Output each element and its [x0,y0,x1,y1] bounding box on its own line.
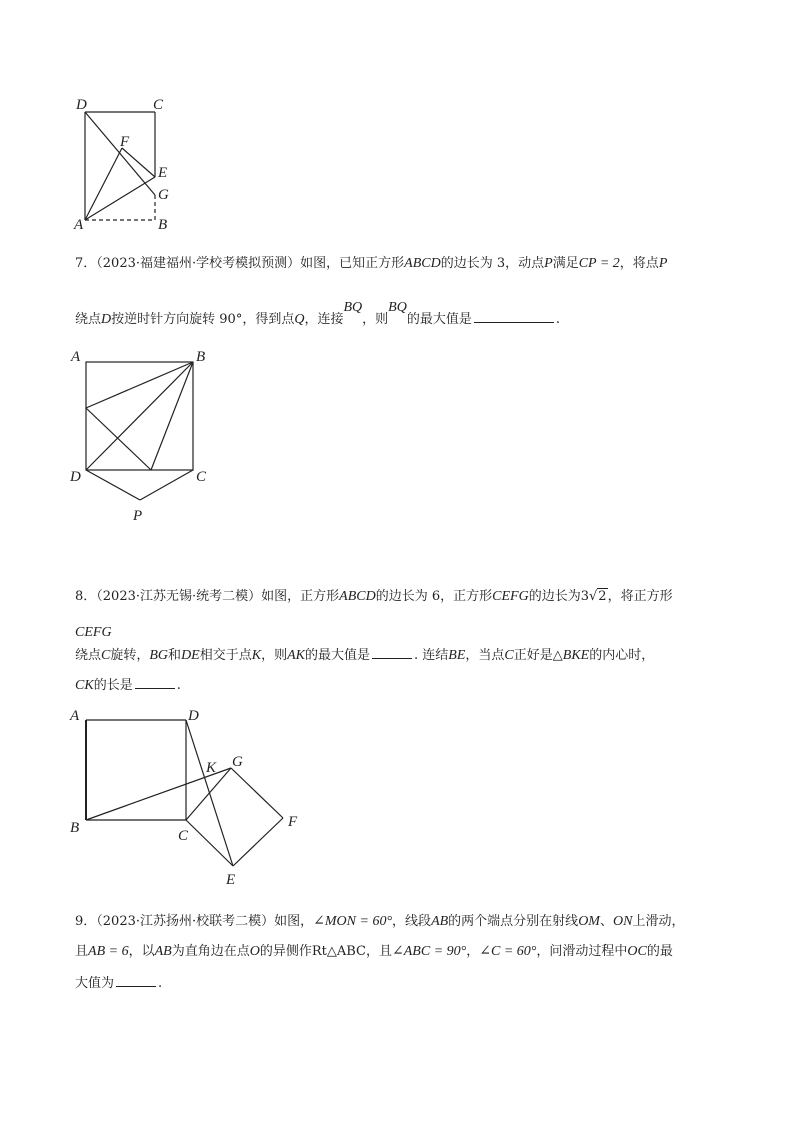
q7-bq: BQ [343,300,363,315]
q9-text: . [158,976,163,991]
label-E: E [226,872,236,888]
q9-text: 的最 [646,944,673,959]
q7-line-1 [75,254,667,274]
q9-oc: OC [627,944,647,959]
q8-cefg: CEFG [75,625,112,640]
q9-answer-blank[interactable] [116,974,156,987]
q7-point-p: P [544,256,553,271]
q7-source: （2023·福建福州·学校考模拟预测） [96,256,301,271]
label-C: C [153,97,164,113]
triangle-icon: △ [552,648,563,663]
q8-line-4 [75,676,181,696]
q8-text: 的边长为 6，正方形 [375,589,493,604]
q8-ck: CK [75,678,94,693]
q8-text: 旋转， [110,648,150,663]
label-A: A [71,349,81,365]
label-A: A [70,708,80,724]
label-F: F [120,134,130,150]
q9-ab: AB [431,914,449,929]
q7-condition: CP = 2 [578,256,620,271]
label-K: K [206,760,217,776]
q9-rt-triangle: Rt△ABC [311,944,366,959]
q9-angle-abc: ∠ABC = 90° [392,944,467,959]
q8-radicand: 2 [598,589,607,604]
q8-text: 相交于点 [199,648,252,663]
q7-point-d: D [101,312,112,327]
q9-text: 的两个端点分别在射线 [448,914,579,929]
q8-text: ，将正方形 [607,589,673,604]
q7-line-2 [75,300,560,330]
q9-text: ，且 [366,944,393,959]
figure-q8 [68,700,318,895]
q9-point-o: O [249,944,260,959]
label-C: C [178,828,189,844]
q8-bke: BKE [562,648,590,663]
q8-text: . [176,678,181,693]
q9-text: ，以 [128,944,155,959]
q9-text: ，线段 [392,914,432,929]
q9-line-3 [75,974,162,994]
q8-point-c: C [101,648,111,663]
q8-number: 8． [75,589,97,604]
q8-text: 的内心时， [589,648,655,663]
q9-text: 上滑动， [632,914,685,929]
q9-text: 如图， [274,914,314,929]
q8-line-1 [75,587,673,607]
label-F: F [288,814,298,830]
q8-text: 和 [168,648,182,663]
segment-DP [86,470,140,500]
q7-text: ，则 [362,312,389,327]
label-E: E [158,165,168,181]
figure-q6 [70,95,180,235]
q7-bq: BQ [388,300,407,315]
q8-text: 的最大值是 [305,648,371,663]
q8-line-3 [75,646,654,666]
q7-text: 按逆时针方向旋转 90°，得到点 [111,312,295,327]
q7-answer-blank[interactable] [474,310,554,323]
q9-angle-mon: ∠MON = 60° [313,914,393,929]
q8-text: . 连结 [414,648,449,663]
q8-source: （2023·江苏无锡·统考二模） [96,589,262,604]
q9-text: 为直角边在点 [171,944,250,959]
label-G: G [232,754,243,770]
q9-text: 大值为 [75,976,115,991]
q7-text: 满足 [552,256,579,271]
q9-angle-c: ∠C = 60° [479,944,537,959]
q8-answer-blank-1[interactable] [372,646,412,659]
q9-text: ，问滑动过程中 [536,944,628,959]
label-D: D [76,97,87,113]
q9-ab: AB [154,944,172,959]
q8-bg: BG [149,648,169,663]
q9-om: OM [578,914,600,929]
q9-ab-length: AB = 6 [88,944,129,959]
q8-text: 绕点 [75,648,102,663]
q8-abcd: ABCD [339,589,376,604]
q8-point-k: K [251,648,262,663]
label-G: G [158,187,169,203]
q9-source: （2023·江苏扬州·校联考二模） [96,914,275,929]
q9-number: 9． [75,914,97,929]
q8-text: 的长是 [93,678,133,693]
q7-number: 7． [75,256,97,271]
q8-text: ，当点 [465,648,505,663]
segment-BD [86,362,193,470]
q7-text: ，连接 [304,312,344,327]
q7-text: 的最大值是 [406,312,472,327]
segment-BN [151,362,193,470]
q7-text: 绕点 [75,312,102,327]
q8-text: 正好是 [513,648,553,663]
q9-text: 且 [75,944,89,959]
q7-text: 的边长为 3，动点 [440,256,545,271]
q9-text: 的异侧作 [259,944,312,959]
segment-GF [231,768,283,818]
q8-side-length: 3√2 [580,589,607,604]
q8-be: BE [448,648,466,663]
label-B: B [70,820,80,836]
q9-text: ， [466,944,480,959]
q7-text: 如图，已知正方形 [300,256,405,271]
q9-text: 、 [599,914,613,929]
q8-point-c: C [504,648,514,663]
q8-text: 如图，正方形 [261,589,340,604]
q7-point-q: Q [294,312,305,327]
q7-text: . [555,312,560,327]
q8-de: DE [181,648,200,663]
q9-on: ON [612,914,633,929]
q8-line-2 [75,622,112,643]
q8-text: ，则 [261,648,288,663]
figure-q7 [68,345,218,525]
q8-ak: AK [287,648,305,663]
segment-CP [140,470,193,500]
label-P: P [133,508,143,524]
q8-answer-blank-2[interactable] [135,676,175,689]
segment-FE [233,818,283,866]
segment-BM [86,362,193,408]
label-D: D [70,469,81,485]
q8-text: 的边长为 [528,589,581,604]
label-B: B [196,349,206,365]
segment-DG [85,112,155,195]
q8-cefg: CEFG [492,589,529,604]
q8-coefficient: 3 [580,589,589,604]
q7-abcd: ABCD [404,256,441,271]
q9-line-1 [75,912,684,932]
q9-line-2 [75,942,673,962]
label-D: D [188,708,199,724]
label-C: C [196,469,207,485]
q7-text: ，将点 [619,256,659,271]
q7-point-p: P [658,256,668,271]
label-A: A [74,217,84,233]
label-B: B [158,217,168,233]
